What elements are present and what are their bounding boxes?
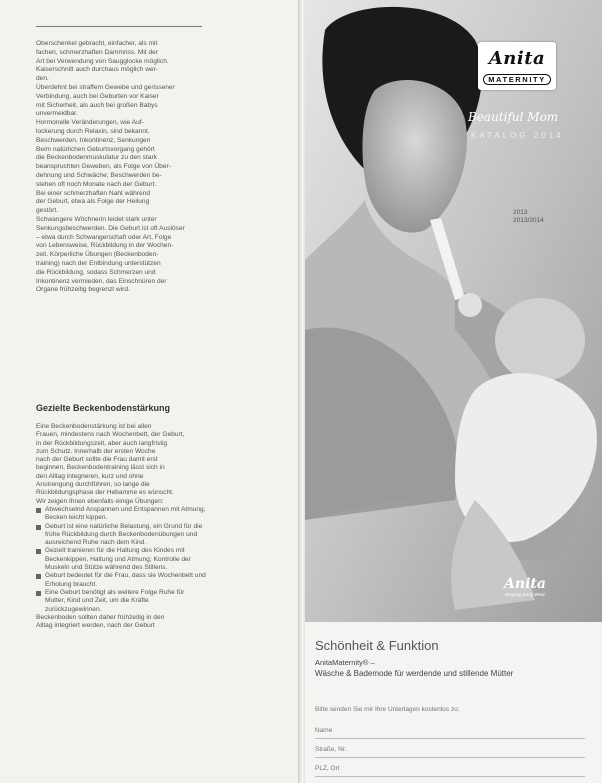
bullet-item xyxy=(36,589,206,614)
city-field[interactable]: PLZ, Ort xyxy=(315,762,585,777)
order-note: Bitte senden Sie mir Ihre Unterlagen kostenlos zu: xyxy=(315,706,460,713)
left-page xyxy=(0,0,300,783)
text-column-top xyxy=(36,40,206,295)
text-line: Senkungsbeschwerden. Die Geburt ist oft Auslöser xyxy=(36,224,185,232)
text-line: die Rückbildung, sodass Schmerzen und xyxy=(36,268,156,276)
text-line: in der Rückbildungszeit, aber auch langfristig xyxy=(36,439,168,447)
bullet-text: Eine Geburt benötigt als weitere Folge Ruhe für Mutter, Kind und Zeit, um die Kräfte zurückzugewinnen. xyxy=(45,588,185,613)
product-line: Wäsche & Bademode für werdende und stillende Mütter xyxy=(315,669,514,678)
photo-illustration xyxy=(305,0,602,622)
intro-paragraph xyxy=(36,423,206,506)
text-line: Anstrengung durchführen, so lange die xyxy=(36,481,150,489)
text-line: der Geburt, etwa als Folge der Heilung xyxy=(36,198,150,206)
text-column-bottom xyxy=(36,423,206,630)
text-line: zum Schutz. Innerhalb der ersten Woche xyxy=(36,447,156,455)
bullet-text: Geburt ist eine natürliche Belastung, ein Grund für die frühe Rückbildung durch Beckenbodenübungen und ausreichend Ruhe nach dem Kind. xyxy=(45,522,203,547)
text-line: unvermeidbar. xyxy=(36,110,78,118)
tagline: Beautiful Mom xyxy=(468,110,559,124)
text-line: von Lebensweise, Rückbildung in der Wochen- xyxy=(36,242,174,250)
text-line: nach der Geburt sollte die Frau damit erst xyxy=(36,456,158,464)
text-line: Bei einer schmerzhaften Naht während xyxy=(36,189,150,197)
catalog-subtitle: KATALOG 2014 xyxy=(471,131,564,140)
text-line: den Alltag integrieren, kurz und ohne xyxy=(36,472,144,480)
brand-line: AnitaMaternity® – xyxy=(315,658,375,667)
text-line: Wir zeigen Ihnen ebenfalls einige Übungen: xyxy=(36,497,164,505)
text-line: gestört. xyxy=(36,207,58,215)
logo-sub: MATERNITY xyxy=(483,74,551,85)
bullet-item xyxy=(36,506,206,523)
bullet-text: Gezielt trainieren für die Haltung des Kindes mit Beckenkippen, Haltung und Atmung; Kontrolle der Muskeln und Stütze während des Stillens. xyxy=(45,547,191,572)
text-line: Beim natürlichen Geburtsvorgang gehört xyxy=(36,145,155,153)
text-line: Eine Beckenbodenstärkung ist bei allen xyxy=(36,423,152,430)
text-line: beginnen, Beckenbodentraining lässt sich in xyxy=(36,464,165,472)
text-line: mit Sicherheit, als auch bei großen Babys xyxy=(36,101,158,109)
text-line: Rückbildungsphase der Hebamme es wünscht. xyxy=(36,489,174,497)
top-rule xyxy=(36,26,202,27)
bullet-square-icon xyxy=(36,591,41,596)
street-field[interactable]: Straße, Nr. xyxy=(315,743,585,758)
text-line: lockerung durch Relaxin, sind bekannt. xyxy=(36,127,150,135)
mother-baby-photo xyxy=(305,0,602,622)
logo2-name: Anita xyxy=(504,576,546,592)
text-line: dehnung und Schwäche; Beschwerden be- xyxy=(36,171,162,179)
anita-bodywear-logo xyxy=(495,576,555,597)
section-heading: Gezielte Beckenbodenstärkung xyxy=(36,403,171,413)
bullet-item xyxy=(36,547,206,572)
text-line: Alltag integriert werden, nach der Geburt xyxy=(36,622,155,630)
bullet-list xyxy=(36,506,206,614)
text-line: Beckenboden sollten daher frühzeitig in den xyxy=(36,613,165,621)
text-line: Kaiserschnitt auch durchaus möglich wer- xyxy=(36,66,159,74)
text-line: Schwangere Wöchnerin leidet stark unter xyxy=(36,215,157,223)
date-line-2: 2013/2014 xyxy=(513,217,544,224)
text-line: beanspruchten Geweben, als Folge von Über- xyxy=(36,163,171,171)
logo-name: Anita xyxy=(488,48,546,69)
date-label xyxy=(513,209,544,225)
date-line-1: 2013 xyxy=(513,209,528,216)
bullet-square-icon xyxy=(36,508,41,513)
text-line: stehen oft noch Monate nach der Geburt. xyxy=(36,180,157,188)
text-line: Organe frühzeitig begrenzt wird. xyxy=(36,286,130,294)
text-line: zeit. Körperliche Übungen (Beckenboden- xyxy=(36,251,159,259)
text-line: Überdehnt bei straffem Gewebe und gerissener xyxy=(36,83,175,91)
bullet-square-icon xyxy=(36,525,41,530)
logo2-sub: Shaping Body Wear xyxy=(505,592,545,597)
text-line: Inkontinenz vermieden, das Einschnüren der xyxy=(36,277,167,285)
bullet-text: Geburt bedeutet für die Frau, dass sie Wochenbett und Erholung braucht. xyxy=(45,572,206,588)
bullet-square-icon xyxy=(36,574,41,579)
section-title: Schönheit & Funktion xyxy=(315,638,439,653)
text-line: Art bei Verwendung von Saugglocke möglich. xyxy=(36,57,169,65)
text-line: – etwa durch Schwangerschaft oder Art, Folge xyxy=(36,233,172,241)
anita-maternity-logo xyxy=(478,42,556,90)
text-line: fachen, schmerzhaften Dammriss. Mit der xyxy=(36,48,159,56)
bullet-item xyxy=(36,572,206,589)
book-gutter xyxy=(298,0,305,783)
text-line: Beschwerden, Inkontinenz, Senkungen xyxy=(36,136,151,144)
bullet-text: Abwechselnd Anspannen und Entspannen mit Atmung, Becken leicht kippen. xyxy=(45,505,206,522)
text-line: training) nach der Entbindung unterstützen xyxy=(36,259,161,267)
text-line: Hormonelle Veränderungen, wie Auf- xyxy=(36,119,144,127)
tail-paragraph xyxy=(36,614,206,631)
bullet-square-icon xyxy=(36,549,41,554)
right-page xyxy=(305,0,602,783)
bullet-item xyxy=(36,523,206,548)
text-line: Oberschenkel gebracht, einfacher, als mit xyxy=(36,40,158,47)
text-line: Frauen, mindestens nach Wochenbett, der Geburt, xyxy=(36,431,185,439)
text-line: die Beckenbodenmuskulatur zu den stark xyxy=(36,154,157,162)
name-field[interactable]: Name xyxy=(315,724,585,739)
text-line: Verbindung, auch bei Geburten vor Kaiser xyxy=(36,92,159,100)
text-line: den. xyxy=(36,75,49,83)
